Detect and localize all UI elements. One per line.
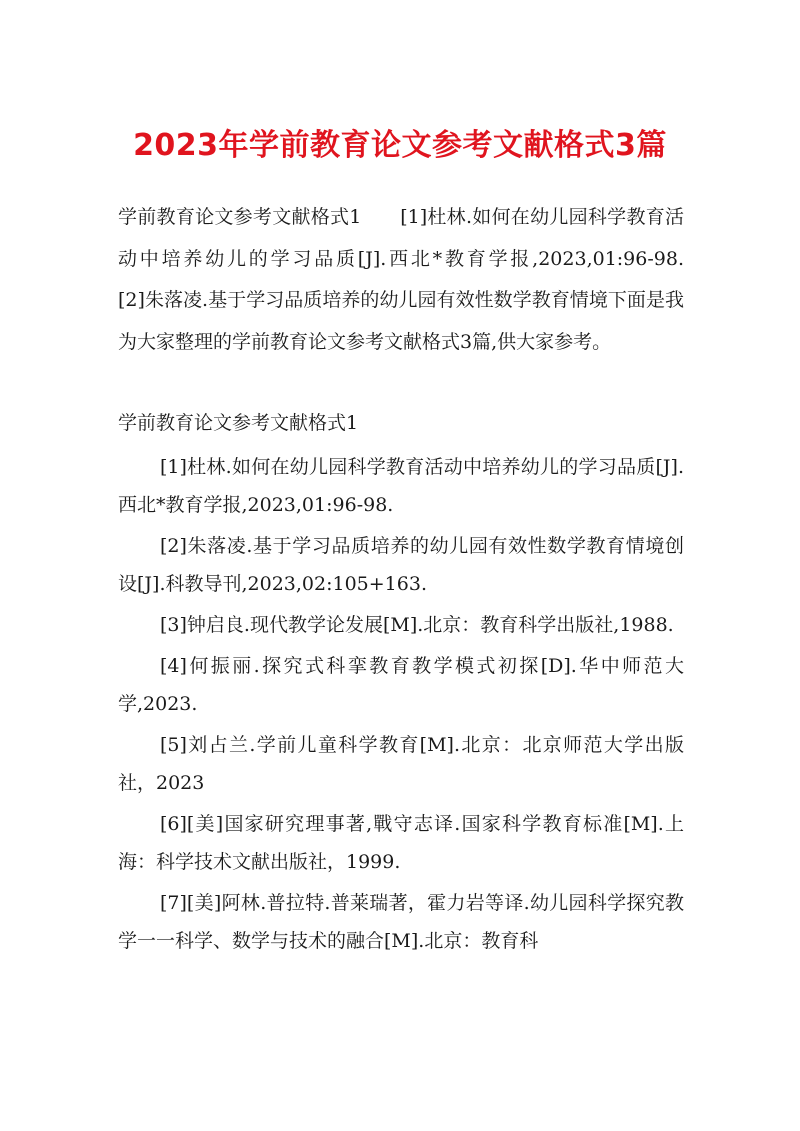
reference-item: [6][美]国家研究理事著,戰守志译.国家科学教育标准[M].上海：科学技术文献出版社，1999.: [118, 813, 684, 873]
reference-item: [1]杜林.如何在幼儿园科学教育活动中培养幼儿的学习品质[J].西北*教育学报,2023,01:96-98.: [118, 456, 684, 516]
intro-paragraph: 学前教育论文参考文献格式1 [1]杜林.如何在幼儿园科学教育活动中培养幼儿的学习品质[J].西北*教育学报,2023,01:96-98. [2]朱落凌.基于学习品质培养的幼儿园有效性数学教育情境下面是我为大家整理的学前教育论文参考文献格式3篇,供大家参考。: [118, 206, 723, 353]
reference-item: [3]钟启良.现代教学论发展[M].北京：教育科学出版社,1988.: [160, 614, 674, 636]
reference-item: [5]刘占兰.学前儿童科学教育[M].北京：北京师范大学出版社，2023: [118, 734, 684, 794]
reference-list: [118, 448, 684, 963]
section-heading: 学前教育论文参考文献格式1: [118, 412, 359, 434]
document-title: 2023年学前教育论文参考文献格式3篇: [133, 128, 667, 163]
reference-item: [4]何振丽.探究式科挛教育教学模式初探[D].华中师范大学,2023.: [118, 655, 684, 715]
reference-item: [7][美]阿林.普拉特.普莱瑞著，霍力岩等译.幼儿园科学探究教学一一科学、数学与技术的融合[M].北京：教育科: [118, 892, 684, 952]
reference-item: [2]朱落凌.基于学习品质培养的幼儿园有效性数学教育情境创设[J].科教导刊,2023,02:105+163.: [118, 535, 684, 595]
